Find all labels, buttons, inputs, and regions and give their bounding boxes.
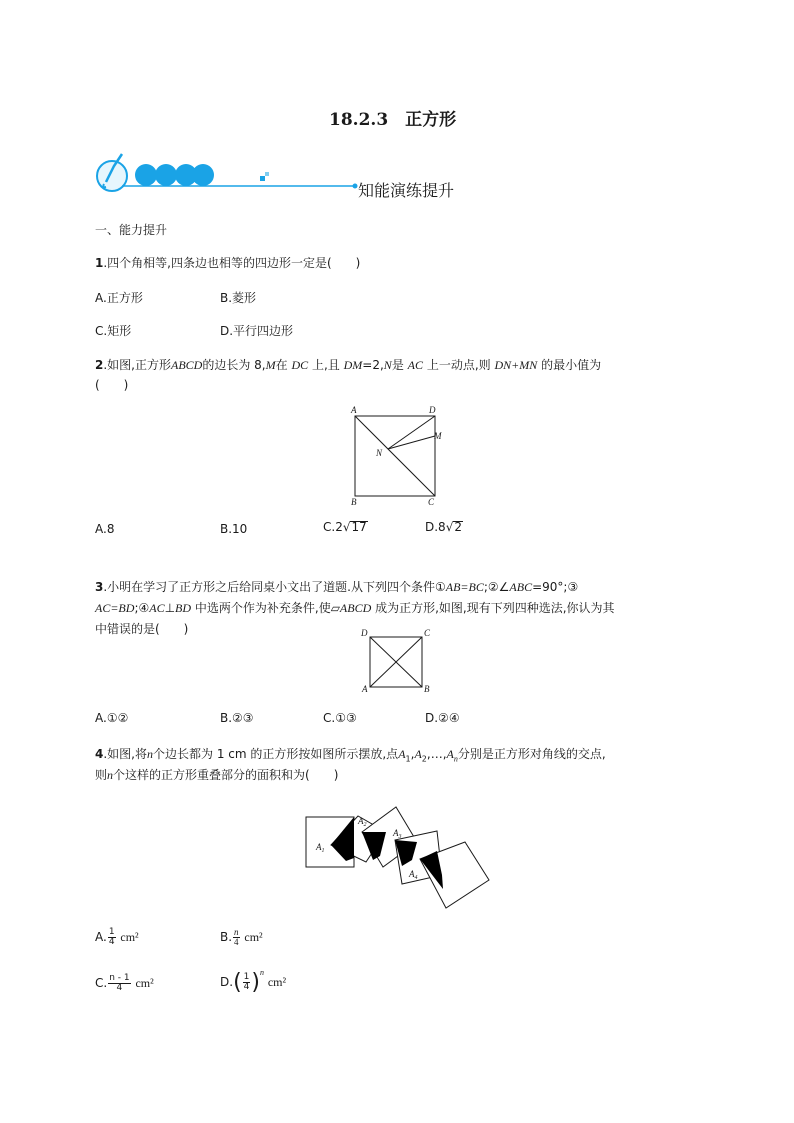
math: AC	[149, 601, 165, 615]
q3-option-b: B.②③	[220, 711, 254, 725]
text: .小明在学习了正方形之后给同桌小文出了道题.从下列四个条件①	[103, 580, 446, 594]
math: M	[265, 358, 276, 372]
radical-sign: √	[445, 520, 454, 534]
math: DN+MN	[494, 358, 538, 372]
math: n	[107, 768, 114, 782]
text: 中选两个作为补充条件,使▱	[194, 601, 340, 615]
numerator: n - 1	[109, 973, 130, 983]
q1-option-a: A.正方形	[95, 291, 143, 305]
text: 是	[391, 358, 404, 372]
text: 成为正方形,如图,现有下列四种选法,你认为其	[375, 601, 615, 615]
text: D.8	[425, 520, 446, 534]
math: DC	[291, 358, 309, 372]
text: .如图,将	[103, 747, 147, 761]
denominator: 4	[234, 937, 239, 947]
q4-option-b	[220, 928, 263, 947]
q1-option-b: B.菱形	[220, 291, 257, 305]
math: ABC	[509, 580, 533, 594]
math: A	[398, 747, 406, 761]
math: N	[383, 358, 392, 372]
label-a: A	[362, 684, 368, 694]
fraction	[108, 928, 116, 947]
denominator: 4	[116, 983, 123, 993]
text: A.	[95, 930, 107, 944]
text: =90°;③	[532, 580, 579, 594]
q3-option-c: C.①③	[323, 711, 357, 725]
question-number: 3	[95, 580, 104, 594]
unit: cm²	[244, 930, 263, 944]
math: AB=BC	[445, 580, 484, 594]
label-n: N	[376, 448, 383, 458]
radicand: 17	[351, 520, 367, 534]
text: 则	[95, 768, 108, 782]
text: C.2	[323, 520, 343, 534]
label-a1: $A_1$	[316, 842, 325, 854]
q3-option-d: D.②④	[425, 711, 460, 725]
q2-option-d	[425, 520, 463, 534]
numerator: 1	[243, 972, 250, 982]
text: .如图,正方形	[103, 358, 171, 372]
text: 在	[275, 358, 288, 372]
text: =2,	[362, 358, 384, 372]
math: AC=BD	[95, 601, 135, 615]
paren: (	[233, 970, 242, 995]
math: A	[446, 747, 454, 761]
page-title: 18.2.3 正方形	[329, 110, 457, 130]
question-3-line2	[95, 598, 615, 618]
label-m: M	[434, 431, 442, 441]
section-heading: 一、能力提升	[95, 223, 168, 237]
question-text: .四个角相等,四条边也相等的四边形一定是( )	[103, 256, 361, 270]
q2-option-c	[323, 520, 368, 534]
question-number: 2	[95, 358, 104, 372]
q1-option-d: D.平行四边形	[220, 324, 294, 338]
question-2	[95, 355, 601, 375]
denominator: 4	[243, 982, 250, 992]
label-d: D	[361, 628, 368, 638]
label-a: A	[351, 405, 357, 415]
question-3-line3: 中错误的是( )	[95, 622, 189, 636]
radicand: 2	[454, 520, 462, 534]
math: n	[147, 747, 153, 761]
text: 个边长都为 1 cm 的正方形按如图所示摆放,点	[153, 747, 399, 761]
denominator: 4	[108, 937, 115, 947]
text: ;②∠	[483, 580, 510, 594]
text: 上一动点,则	[426, 358, 491, 372]
text: C.	[95, 976, 108, 990]
unit: cm²	[267, 975, 287, 989]
unit: cm²	[135, 976, 154, 990]
label-c: C	[428, 497, 435, 507]
unit: cm²	[120, 930, 139, 944]
q2-figure	[345, 402, 455, 511]
text: ;④	[134, 601, 150, 615]
label-a3: $A_3$	[393, 828, 402, 840]
math: BD	[175, 601, 192, 615]
q4-figure	[300, 800, 496, 917]
q3-option-a: A.①②	[95, 711, 129, 725]
text: 个这样的正方形重叠部分的面积和为( )	[113, 768, 339, 782]
fraction	[243, 973, 251, 992]
label-b: B	[351, 497, 357, 507]
math: A	[414, 747, 422, 761]
numerator: 1	[108, 927, 115, 937]
math: DM	[343, 358, 363, 372]
question-3	[95, 577, 578, 597]
question-number: 4	[95, 747, 104, 761]
label-b: B	[424, 684, 430, 694]
square-diagonals-figure	[356, 624, 440, 696]
fraction	[108, 974, 130, 993]
paren: )	[251, 970, 260, 995]
overlapping-squares-figure	[300, 800, 496, 914]
label-c: C	[424, 628, 431, 638]
q2-option-a: A.8	[95, 522, 115, 536]
fraction	[233, 928, 240, 947]
q2-option-b: B.10	[220, 522, 248, 536]
q2-answer-paren: ( )	[95, 378, 129, 392]
text: 的最小值为	[541, 358, 602, 372]
text: 上,且	[311, 358, 340, 372]
question-4: 4.如图,将n个边长都为 1 cm 的正方形按如图所示摆放,点$A_1,A_2,\dots,A_n$分别是正方形对角线的交点,	[95, 747, 606, 764]
text: B.	[220, 930, 233, 944]
q4-option-d	[220, 970, 286, 995]
q1-option-c: C.矩形	[95, 324, 132, 338]
q4-option-a	[95, 928, 139, 947]
question-1	[95, 253, 360, 273]
banner-label: 知能演练提升	[358, 181, 455, 200]
text: ⊥	[164, 601, 176, 615]
label-a4: $A_4$	[409, 869, 418, 881]
q3-figure	[356, 624, 440, 699]
label-a2: $A_2$	[358, 816, 367, 828]
radical-sign: √	[342, 520, 351, 534]
question-4-line2	[95, 765, 338, 785]
text: 的边长为 8,	[202, 358, 266, 372]
numerator: n	[234, 927, 239, 937]
math: AC	[407, 358, 423, 372]
text: 分别是正方形对角线的交点,	[457, 747, 606, 761]
label-d: D	[429, 405, 436, 415]
text: D.	[220, 975, 234, 989]
math: ABCD	[339, 601, 372, 615]
q4-option-c	[95, 974, 154, 993]
square-figure	[345, 402, 455, 508]
exponent: n	[259, 968, 264, 977]
question-number: 1	[95, 256, 104, 270]
math: ABCD	[171, 358, 203, 372]
